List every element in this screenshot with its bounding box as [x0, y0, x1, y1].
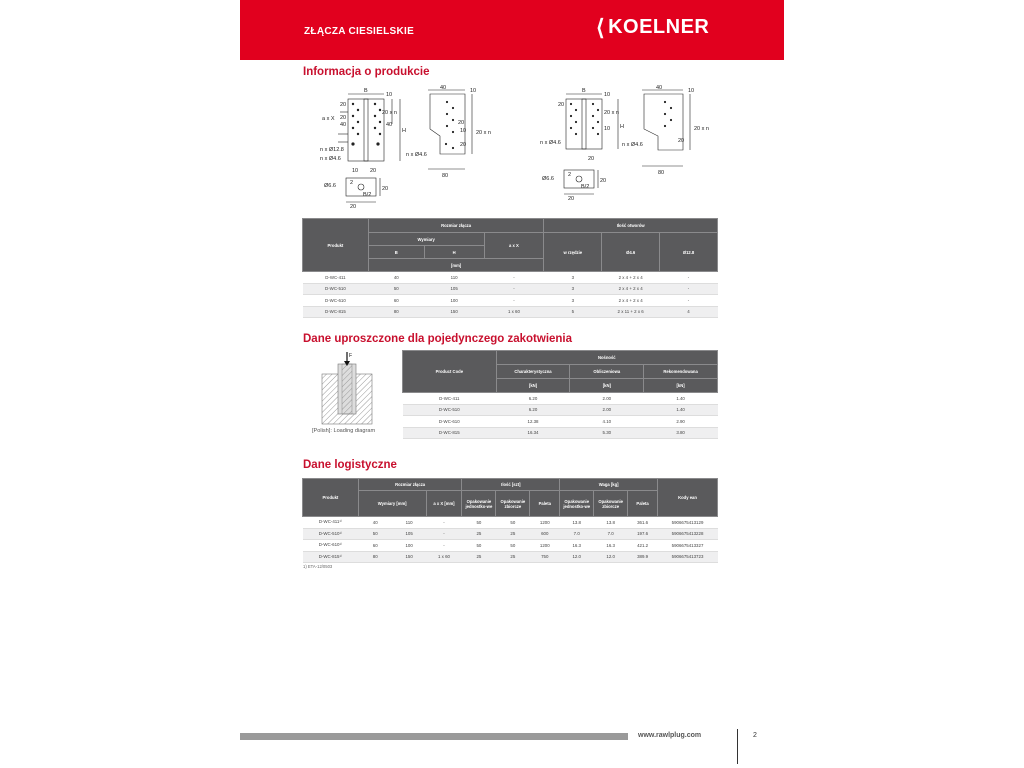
col-header-op-jedn: Opakowanie jednostko-we [462, 491, 496, 517]
cell: 3.80 [644, 427, 718, 439]
col-header-ilosc: Ilość [szt] [462, 479, 560, 491]
logo-text: KOELNER [608, 16, 710, 38]
footer-url: www.rawlplug.com [638, 732, 702, 739]
dim-label-b2: B/2 [363, 192, 372, 198]
cell: D-WC-510¹⁾ [303, 528, 359, 540]
cell: 7.0 [594, 528, 628, 540]
dim-label: 20 x n [476, 130, 491, 136]
col-header-d128: Ø12.8 [660, 233, 718, 272]
cell: 1200 [530, 517, 560, 529]
cell: 13.8 [594, 517, 628, 529]
dim-label: 20 [340, 115, 347, 121]
table-row [403, 404, 718, 416]
cell: 110 [392, 517, 426, 529]
cell: 60 [358, 540, 392, 552]
col-header-wymiary: Wymiary [mm] [358, 491, 426, 517]
col-header-ean: Kody ean [658, 479, 718, 517]
dim-label: 10 [688, 88, 695, 94]
col-header-ilosc: Ilość otworów [544, 219, 718, 233]
table-row [303, 295, 718, 307]
cell: D-WC-610 [403, 416, 497, 428]
dim-label: 80 [658, 170, 665, 176]
document-page [240, 0, 784, 768]
dim-label: 20 [382, 186, 389, 192]
table-row [303, 540, 718, 552]
cell: 25 [496, 551, 530, 563]
table-row [303, 517, 718, 529]
col-header-b: B [368, 246, 424, 259]
col-header-paleta: Paleta [530, 491, 560, 517]
dim-label: 20 [460, 142, 467, 148]
cell: 4 [660, 306, 718, 318]
col-header-code: Product Code [403, 351, 497, 393]
cell: D-WC-411¹⁾ [303, 517, 359, 529]
cell: 2.00 [570, 404, 644, 416]
dim-label: 10 [604, 92, 611, 98]
col-header-waga: Waga [kg] [560, 479, 658, 491]
cell: 105 [424, 283, 484, 295]
dim-label: 40 [656, 85, 663, 91]
cell: 6.20 [496, 404, 570, 416]
cell: - [426, 540, 462, 552]
dim-label: 10 [470, 88, 477, 94]
cell: 3 [544, 283, 602, 295]
cell: 50 [496, 517, 530, 529]
cell: 6.20 [496, 393, 570, 405]
section-title-simplified: Dane uproszczone dla pojedynczego zakotwienia [303, 333, 573, 345]
dim-label: 20 [568, 196, 575, 202]
dim-label-h: H [620, 124, 624, 130]
logo-k-icon: ⟨ [596, 14, 606, 40]
dim-label: 40 [440, 85, 447, 91]
cell: D-WC-411 [403, 393, 497, 405]
col-header-axx: a x X [mm] [426, 491, 462, 517]
cell: 197.6 [628, 528, 658, 540]
cell: 5 [544, 306, 602, 318]
col-header-d46: Ø4.6 [602, 233, 660, 272]
table-row [303, 306, 718, 318]
cell: - [484, 295, 544, 307]
col-header-mm: [mm] [368, 259, 544, 272]
dim-label: 2 [568, 172, 572, 178]
table-row [403, 393, 718, 405]
cell: 105 [392, 528, 426, 540]
cell: 2.90 [644, 416, 718, 428]
cell: - [660, 272, 718, 284]
cell: 50 [462, 540, 496, 552]
cell: D-WC-815 [403, 427, 497, 439]
dim-label: 20 [370, 168, 377, 174]
dim-label: 20 [678, 138, 685, 144]
dim-label: 40 [340, 122, 347, 128]
svg-text:F: F [349, 353, 353, 359]
col-header-nosnosc: Nośność [496, 351, 717, 365]
table-row [303, 272, 718, 284]
cell: 50 [358, 528, 392, 540]
technical-drawing-right [538, 84, 728, 212]
col-header-wrzedzie: w rzędzie [544, 233, 602, 272]
cell: 1.40 [644, 393, 718, 405]
col-header-produkt: Produkt [303, 219, 369, 272]
col-header-op-zb-kg: Opakowanie zbiorcze [594, 491, 628, 517]
cell: D-WC-411 [303, 272, 369, 284]
cell: 3 [544, 272, 602, 284]
cell: 389.9 [628, 551, 658, 563]
dim-label: 20 [600, 178, 607, 184]
cell: 110 [424, 272, 484, 284]
dim-label: 20 [558, 102, 565, 108]
cell: 5906675413327 [658, 540, 718, 552]
table-row [303, 283, 718, 295]
table-row [403, 427, 718, 439]
cell: 5906675413129 [658, 517, 718, 529]
cell: D-WC-815 [303, 306, 369, 318]
cell: 361.6 [628, 517, 658, 529]
cell: - [484, 283, 544, 295]
col-header-kn: [kN] [644, 379, 718, 393]
cell: 50 [462, 517, 496, 529]
cell: 16.3 [560, 540, 594, 552]
page-number: 2 [753, 732, 757, 739]
cell: 1 x 60 [484, 306, 544, 318]
cell: 150 [424, 306, 484, 318]
dim-label: 20 x n [694, 126, 709, 132]
dim-label: 80 [442, 173, 449, 179]
product-dimensions-table [302, 218, 718, 318]
cell: 5906675413723 [658, 551, 718, 563]
cell: 40 [358, 517, 392, 529]
cell: 2 x 11 + 2 x 6 [602, 306, 660, 318]
dim-label-b2: B/2 [581, 184, 590, 190]
cell: 40 [368, 272, 424, 284]
col-header-rozmiar: Rozmiar złącza [368, 219, 544, 233]
cell: 100 [392, 540, 426, 552]
cell: 1 x 60 [426, 551, 462, 563]
cell: D-WC-610 [303, 295, 369, 307]
dim-label: 40 [386, 122, 393, 128]
cell: - [426, 528, 462, 540]
dim-label-n128: n x Ø12.8 [320, 147, 344, 153]
loading-diagram [320, 352, 374, 428]
dim-label-n46-side: n x Ø4.6 [406, 152, 427, 158]
cell: 12.0 [594, 551, 628, 563]
cell: 2.00 [570, 393, 644, 405]
dim-label: 10 [352, 168, 359, 174]
dim-label-b: B [364, 88, 368, 94]
dim-label: 20 [458, 120, 465, 126]
dim-label: 20 x n [604, 110, 619, 116]
cell: 1200 [530, 540, 560, 552]
col-header-op-jedn-kg: Opakowanie jednostko-we [560, 491, 594, 517]
cell: - [660, 283, 718, 295]
cell: 80 [358, 551, 392, 563]
dim-label-b: B [582, 88, 586, 94]
col-header-wymiary: Wymiary [368, 233, 484, 246]
cell: 60 [368, 295, 424, 307]
cell: D-WC-815¹⁾ [303, 551, 359, 563]
cell: 4.10 [570, 416, 644, 428]
cell: 16.3 [594, 540, 628, 552]
cell: D-WC-510 [403, 404, 497, 416]
header-title: ZŁĄCZA CIESIELSKIE [304, 26, 415, 37]
cell: 25 [462, 528, 496, 540]
dim-label-n46: n x Ø4.6 [540, 140, 561, 146]
table-row [303, 528, 718, 540]
cell: 150 [392, 551, 426, 563]
cell: 2 x 4 + 2 x 4 [602, 283, 660, 295]
cell: 13.8 [560, 517, 594, 529]
cell: 1.40 [644, 404, 718, 416]
cell: - [426, 517, 462, 529]
dim-label-n46-side: n x Ø4.6 [622, 142, 643, 148]
col-header-rozmiar: Rozmiar złącza [358, 479, 462, 491]
dim-label: 20 [340, 102, 347, 108]
col-header-axx: a x X [484, 233, 544, 259]
load-capacity-table [402, 350, 718, 439]
table-row [303, 551, 718, 563]
dim-label: 20 [350, 204, 357, 210]
col-header-op-zb: Opakowanie zbiorcze [496, 491, 530, 517]
cell: 421.2 [628, 540, 658, 552]
footnote: 1) ETA-12/0503 [303, 564, 333, 569]
cell: 25 [496, 528, 530, 540]
col-header-kn: [kN] [496, 379, 570, 393]
cell: 25 [462, 551, 496, 563]
cell: 2 x 4 + 2 x 4 [602, 272, 660, 284]
cell: 2 x 4 + 2 x 4 [602, 295, 660, 307]
cell: 5.30 [570, 427, 644, 439]
logistics-table [302, 478, 718, 563]
col-header-obl: Obliczeniowa [570, 365, 644, 379]
col-header-char: Charakterystyczna [496, 365, 570, 379]
col-header-paleta-kg: Paleta [628, 491, 658, 517]
cell: 100 [424, 295, 484, 307]
cell: 50 [368, 283, 424, 295]
cell: 12.38 [496, 416, 570, 428]
cell: 16.34 [496, 427, 570, 439]
dim-label-n46: n x Ø4.6 [320, 156, 341, 162]
dim-label-h: H [402, 128, 406, 134]
cell: - [484, 272, 544, 284]
cell: 750 [530, 551, 560, 563]
header-banner [240, 0, 784, 60]
dim-label: 10 [386, 92, 393, 98]
col-header-rek: Rekomendowana [644, 365, 718, 379]
col-header-kn: [kN] [570, 379, 644, 393]
cell: 80 [368, 306, 424, 318]
section-title-logistics: Dane logistyczne [303, 459, 397, 471]
dim-label: 2 [350, 180, 354, 186]
table-row [403, 416, 718, 428]
dim-label: 10 [460, 128, 467, 134]
footer-bar [240, 733, 628, 740]
cell: 5906675413228 [658, 528, 718, 540]
loading-diagram-caption: [Polish]: Loading diagram [312, 428, 376, 434]
dim-label-d66: Ø6.6 [324, 183, 336, 189]
koelner-logo [596, 16, 709, 39]
cell: 12.0 [560, 551, 594, 563]
cell: 7.0 [560, 528, 594, 540]
dim-label-d66: Ø6.6 [542, 176, 554, 182]
cell: 3 [544, 295, 602, 307]
cell: D-WC-610¹⁾ [303, 540, 359, 552]
col-header-h: H [424, 246, 484, 259]
dim-label: 20 x n [382, 110, 397, 116]
section-title-product-info: Informacja o produkcie [303, 66, 430, 78]
technical-drawing-left [320, 84, 510, 212]
cell: D-WC-510 [303, 283, 369, 295]
dim-label: 10 [604, 126, 611, 132]
cell: - [660, 295, 718, 307]
footer-divider [737, 729, 738, 764]
cell: 600 [530, 528, 560, 540]
cell: 50 [496, 540, 530, 552]
dim-label: 20 [588, 156, 595, 162]
dim-label: a x X [322, 116, 335, 122]
col-header-produkt: Produkt [303, 479, 359, 517]
